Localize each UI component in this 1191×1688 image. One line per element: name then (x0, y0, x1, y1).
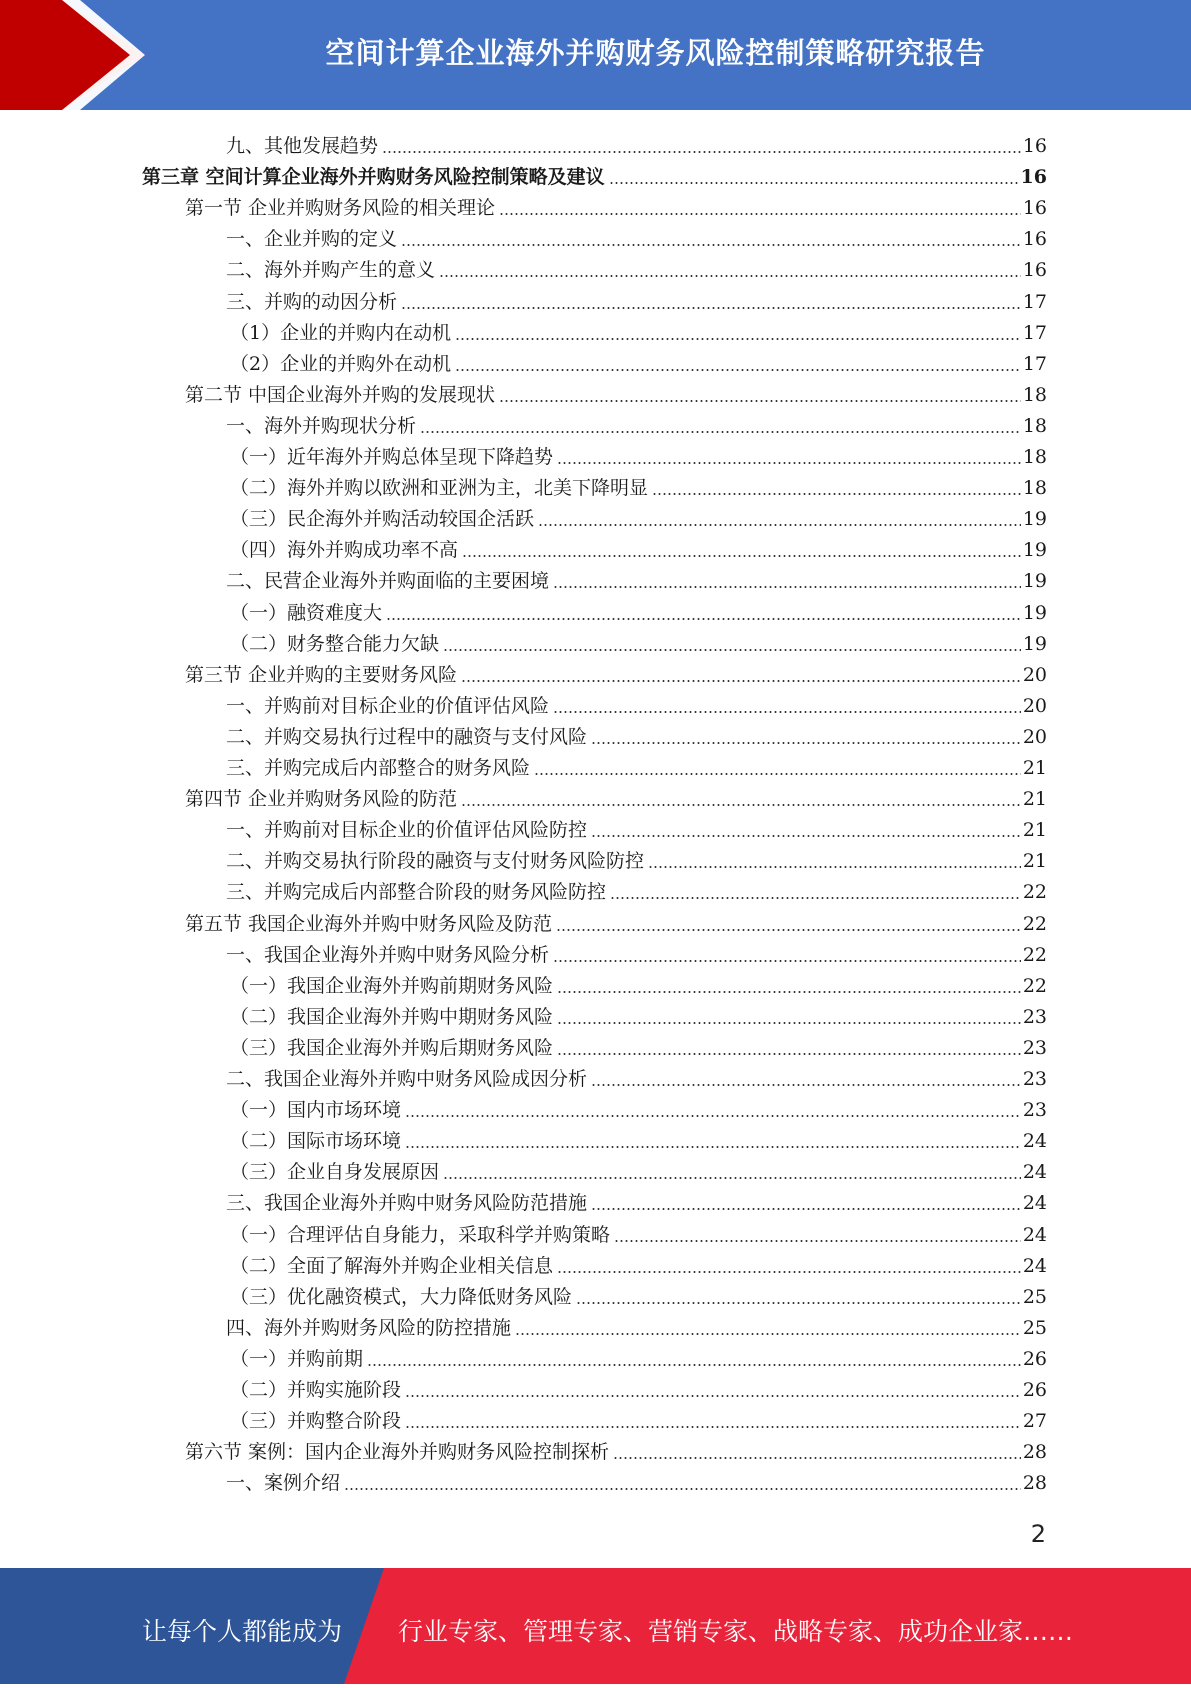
toc-entry[interactable] (226, 1309, 1047, 1340)
toc-entry-title: 第一节 企业并购财务风险的相关理论 (185, 197, 496, 220)
toc-dot-leader (461, 804, 1021, 806)
toc-dot-leader (405, 1426, 1021, 1428)
toc-entry[interactable] (230, 345, 1047, 376)
toc-entry-page: 19 (1022, 632, 1047, 655)
toc-entry-title: （1）企业的并购内在动机 (230, 321, 452, 344)
toc-dot-leader (462, 555, 1021, 557)
toc-entry-title: （一）合理评估自身能力，采取科学并购策略 (230, 1223, 611, 1246)
toc-entry[interactable] (226, 873, 1047, 904)
toc-entry-title: 第二节 中国企业海外并购的发展现状 (185, 383, 496, 406)
toc-dot-leader (557, 1271, 1021, 1273)
toc-entry[interactable] (230, 500, 1047, 531)
toc-entry-page: 22 (1022, 881, 1047, 904)
toc-dot-leader (591, 1208, 1021, 1210)
toc-entry[interactable] (226, 718, 1047, 749)
toc-entry-page: 16 (1022, 197, 1047, 220)
header-red-chevron (0, 0, 145, 110)
toc-entry[interactable] (226, 811, 1047, 842)
toc-dot-leader (557, 991, 1021, 993)
toc-dot-leader (401, 244, 1021, 246)
toc-entry-title: （一）融资难度大 (230, 601, 383, 624)
toc-entry-page: 24 (1022, 1161, 1047, 1184)
toc-entry-page: 26 (1022, 1347, 1047, 1370)
toc-entry-page: 24 (1022, 1223, 1047, 1246)
toc-dot-leader (613, 1457, 1021, 1459)
toc-dot-leader (405, 1395, 1021, 1397)
toc-entry[interactable] (230, 1371, 1047, 1402)
toc-entry[interactable] (230, 469, 1047, 500)
toc-entry-title: （三）民企海外并购活动较国企活跃 (230, 508, 535, 531)
toc-entry-page: 23 (1022, 1068, 1047, 1090)
toc-entry-page: 28 (1022, 1472, 1047, 1495)
toc-entry-page: 20 (1022, 694, 1047, 717)
toc-dot-leader (344, 1488, 1021, 1490)
toc-dot-leader (591, 1084, 1021, 1086)
toc-entry-page: 22 (1022, 912, 1047, 935)
toc-entry[interactable] (230, 438, 1047, 469)
toc-entry-title: （三）企业自身发展原因 (230, 1161, 440, 1184)
toc-entry-page: 17 (1022, 321, 1047, 344)
toc-entry-title: 一、并购前对目标企业的价值评估风险防控 (226, 819, 588, 842)
toc-entry-title: （二）财务整合能力欠缺 (230, 632, 440, 655)
toc-entry-title: （二）全面了解海外并购企业相关信息 (230, 1254, 554, 1277)
toc-dot-leader (652, 493, 1021, 495)
footer-slogan-left: 让每个人都能成为 (142, 1617, 343, 1646)
toc-entry-title: 二、我国企业海外并购中财务风险成因分析 (226, 1068, 588, 1090)
toc-entry-page: 21 (1022, 757, 1047, 779)
toc-entry-page: 16 (1022, 135, 1047, 157)
toc-entry-title: 三、并购完成后内部整合的财务风险 (226, 757, 531, 779)
toc-entry-page: 20 (1022, 663, 1047, 686)
toc-dot-leader (401, 307, 1021, 309)
toc-entry-title: 第三章 空间计算企业海外并购财务风险控制策略及建议 (142, 166, 605, 189)
page-number: 2 (1030, 1520, 1046, 1548)
toc-entry-title: （一）并购前期 (230, 1347, 364, 1370)
toc-dot-leader (443, 649, 1021, 651)
toc-entry-title: 一、企业并购的定义 (226, 228, 398, 251)
toc-entry-page: 27 (1022, 1410, 1047, 1433)
toc-dot-leader (499, 400, 1021, 402)
toc-dot-leader (455, 369, 1021, 371)
toc-entry-page: 21 (1022, 788, 1047, 811)
toc-entry-title: （二）我国企业海外并购中期财务风险 (230, 1005, 554, 1028)
toc-entry[interactable] (230, 1216, 1047, 1247)
toc-entry-title: （一）近年海外并购总体呈现下降趋势 (230, 446, 554, 468)
toc-entry-title: （四）海外并购成功率不高 (230, 539, 459, 562)
toc-dot-leader (553, 586, 1021, 588)
toc-entry[interactable] (226, 127, 1047, 158)
toc-dot-leader (614, 1240, 1021, 1242)
toc-entry-page: 16 (1022, 259, 1047, 282)
toc-entry-title: 一、并购前对目标企业的价值评估风险 (226, 694, 550, 717)
toc-entry[interactable] (230, 1091, 1047, 1122)
toc-entry-title: 第三节 企业并购的主要财务风险 (185, 663, 458, 686)
toc-entry-title: 二、并购交易执行阶段的融资与支付财务风险防控 (226, 850, 645, 873)
toc-entry-title: 二、海外并购产生的意义 (226, 259, 436, 282)
toc-entry-title: 一、我国企业海外并购中财务风险分析 (226, 943, 550, 966)
toc-entry-title: 三、我国企业海外并购中财务风险防范措施 (226, 1192, 588, 1215)
toc-entry[interactable] (226, 1184, 1047, 1215)
toc-dot-leader (557, 1053, 1021, 1055)
toc-dot-leader (648, 866, 1021, 868)
toc-dot-leader (557, 1022, 1021, 1024)
toc-entry-title: 第四节 企业并购财务风险的防范 (185, 788, 458, 811)
toc-dot-leader (382, 151, 1021, 153)
report-title: 空间计算企业海外并购财务风险控制策略研究报告 (325, 35, 986, 70)
toc-entry[interactable] (185, 656, 1047, 687)
toc-entry-page: 18 (1022, 414, 1047, 437)
toc-dot-leader (405, 1115, 1021, 1117)
toc-dot-leader (553, 711, 1021, 713)
toc-entry-page: 17 (1022, 290, 1047, 313)
toc-entry-title: 一、案例介绍 (226, 1472, 341, 1495)
toc-entry-page: 18 (1022, 383, 1047, 406)
toc-entry-page: 19 (1022, 539, 1047, 562)
toc-entry[interactable] (185, 780, 1047, 811)
footer-slogan-right: 行业专家、管理专家、营销专家、战略专家、成功企业家…… (398, 1617, 1074, 1646)
toc-entry[interactable] (230, 625, 1047, 656)
toc-entry[interactable] (230, 967, 1047, 998)
toc-entry-page: 19 (1022, 570, 1047, 593)
toc-entry[interactable] (230, 531, 1047, 562)
toc-entry-title: 三、并购的动因分析 (226, 290, 398, 313)
toc-entry-page: 16 (1020, 166, 1047, 189)
toc-dot-leader (515, 1333, 1021, 1335)
toc-entry[interactable] (185, 376, 1047, 407)
toc-dot-leader (499, 213, 1021, 215)
toc-entry[interactable] (226, 407, 1047, 438)
toc-entry[interactable] (226, 283, 1047, 314)
toc-entry-page: 24 (1022, 1254, 1047, 1277)
toc-dot-leader (443, 1177, 1021, 1179)
toc-entry[interactable] (185, 1433, 1047, 1464)
toc-entry-title: 三、并购完成后内部整合阶段的财务风险防控 (226, 881, 607, 904)
toc-entry[interactable] (185, 189, 1047, 220)
toc-entry[interactable] (226, 1464, 1047, 1495)
toc-entry-page: 25 (1022, 1285, 1047, 1308)
toc-entry[interactable] (230, 1402, 1047, 1433)
toc-dot-leader (553, 960, 1021, 962)
toc-entry-title: 一、海外并购现状分析 (226, 414, 417, 437)
toc-entry-title: （二）并购实施阶段 (230, 1379, 402, 1401)
toc-dot-leader (556, 929, 1021, 931)
toc-entry-page: 28 (1022, 1441, 1047, 1464)
toc-entry[interactable] (185, 905, 1047, 936)
toc-entry[interactable] (226, 1060, 1047, 1091)
toc-entry-title: 第六节 案例：国内企业海外并购财务风险控制探析 (185, 1441, 610, 1464)
toc-entry-title: （2）企业的并购外在动机 (230, 352, 452, 375)
toc-dot-leader (591, 742, 1021, 744)
toc-entry[interactable] (230, 314, 1047, 345)
toc-entry[interactable] (226, 687, 1047, 718)
toc-entry[interactable] (230, 1029, 1047, 1060)
toc-dot-leader (420, 431, 1021, 433)
toc-entry-title: （一）我国企业海外并购前期财务风险 (230, 974, 554, 997)
toc-dot-leader (610, 897, 1021, 899)
toc-dot-leader (367, 1364, 1021, 1366)
toc-dot-leader (386, 618, 1021, 620)
toc-entry[interactable] (230, 998, 1047, 1029)
toc-entry-page: 21 (1022, 850, 1047, 873)
toc-entry-title: 第五节 我国企业海外并购中财务风险及防范 (185, 912, 553, 935)
toc-dot-leader (534, 773, 1021, 775)
toc-entry-page: 19 (1022, 601, 1047, 624)
toc-entry[interactable] (226, 220, 1047, 251)
toc-dot-leader (591, 835, 1021, 837)
toc-entry-title: （三）我国企业海外并购后期财务风险 (230, 1036, 554, 1059)
toc-entry[interactable] (142, 158, 1047, 189)
toc-entry-page: 17 (1022, 352, 1047, 375)
toc-dot-leader (461, 680, 1021, 682)
report-header (0, 0, 1191, 110)
toc-entry[interactable] (230, 1278, 1047, 1309)
toc-entry-title: 二、民营企业海外并购面临的主要困境 (226, 570, 550, 593)
toc-entry-title: （二）国际市场环境 (230, 1130, 402, 1153)
toc-entry-page: 24 (1022, 1130, 1047, 1153)
toc-entry[interactable] (226, 251, 1047, 282)
toc-entry-page: 23 (1022, 1005, 1047, 1028)
toc-entry-page: 16 (1022, 228, 1047, 251)
toc-entry-title: （三）并购整合阶段 (230, 1410, 402, 1433)
toc-entry[interactable] (230, 1247, 1047, 1278)
toc-entry-page: 23 (1022, 1099, 1047, 1122)
toc-entry-title: 九、其他发展趋势 (226, 135, 379, 157)
toc-entry[interactable] (230, 1340, 1047, 1371)
toc-entry-title: 二、并购交易执行过程中的融资与支付风险 (226, 725, 588, 748)
toc-entry-page: 22 (1022, 943, 1047, 966)
toc-entry-page: 24 (1022, 1192, 1047, 1215)
toc-entry-title: 四、海外并购财务风险的防控措施 (226, 1316, 512, 1339)
toc-entry-page: 23 (1022, 1036, 1047, 1059)
toc-dot-leader (576, 1302, 1021, 1304)
toc-entry-title: （三）优化融资模式，大力降低财务风险 (230, 1285, 573, 1308)
toc-entry-page: 20 (1022, 725, 1047, 748)
toc-entry-page: 22 (1022, 974, 1047, 997)
toc-dot-leader (557, 462, 1021, 464)
toc-dot-leader (609, 182, 1019, 184)
toc-entry-page: 18 (1022, 477, 1047, 500)
toc-entry[interactable] (226, 749, 1047, 780)
toc-dot-leader (405, 1146, 1021, 1148)
toc-entry-page: 19 (1022, 508, 1047, 531)
toc-dot-leader (439, 275, 1021, 277)
toc-entry-page: 21 (1022, 819, 1047, 842)
toc-entry[interactable] (226, 842, 1047, 873)
toc-entry[interactable] (230, 594, 1047, 625)
toc-entry[interactable] (230, 1153, 1047, 1184)
toc-dot-leader (538, 524, 1021, 526)
toc-entry[interactable] (226, 936, 1047, 967)
toc-entry[interactable] (226, 562, 1047, 593)
toc-entry-title: （一）国内市场环境 (230, 1099, 402, 1122)
toc-entry-page: 26 (1022, 1379, 1047, 1401)
toc-entry-page: 18 (1022, 446, 1047, 468)
toc-entry-title: （二）海外并购以欧洲和亚洲为主，北美下降明显 (230, 477, 649, 500)
toc-entry-page: 25 (1022, 1316, 1047, 1339)
toc-dot-leader (455, 338, 1021, 340)
toc-entry[interactable] (230, 1122, 1047, 1153)
